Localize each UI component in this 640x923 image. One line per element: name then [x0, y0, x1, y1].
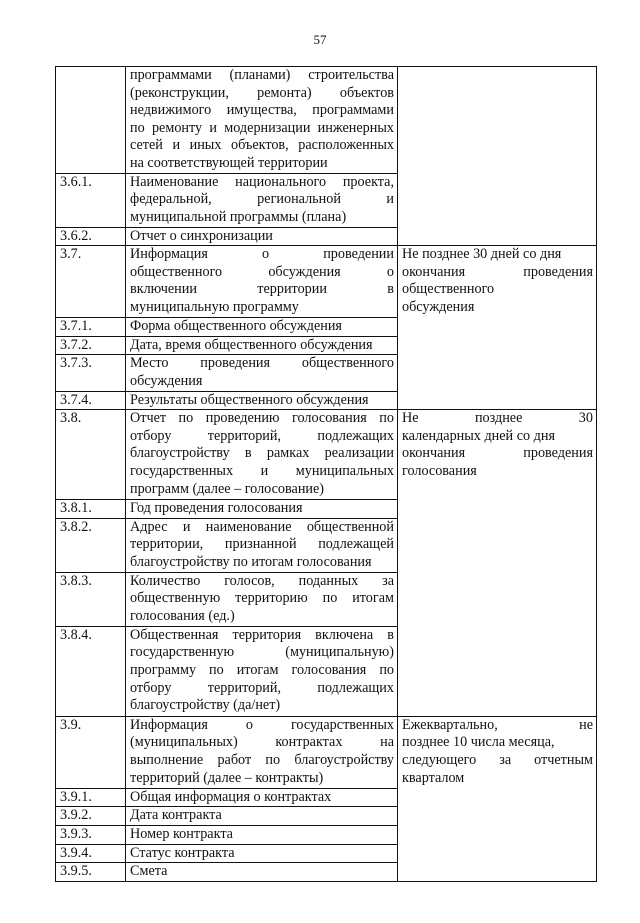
deadline-cell: Не позднее 30 дней со дня окончания проведения общественного обсуждения	[398, 246, 597, 410]
item-number: 3.9.3.	[56, 825, 126, 844]
item-number: 3.8.2.	[56, 518, 126, 572]
item-description: Наименование национального проекта, федеральной, региональной и муниципальной программы (плана)	[126, 173, 398, 227]
item-description: Место проведения общественного обсуждения	[126, 355, 398, 391]
item-number: 3.9.4.	[56, 844, 126, 863]
item-description: Номер контракта	[126, 825, 398, 844]
item-number: 3.6.1.	[56, 173, 126, 227]
item-description: Общая информация о контрактах	[126, 788, 398, 807]
item-number: 3.7.	[56, 246, 126, 318]
item-number: 3.9.5.	[56, 863, 126, 882]
item-description: Статус контракта	[126, 844, 398, 863]
item-description: программами (планами) строительства (реконструкции, ремонта) объектов недвижимого имущества, программами по ремонту и модернизации инженерных сетей и иных объектов, расположенных на соответствующей территории	[126, 67, 398, 174]
item-description: Дата контракта	[126, 807, 398, 826]
table-row	[56, 246, 597, 318]
item-description: Дата, время общественного обсуждения	[126, 336, 398, 355]
item-number: 3.8.3.	[56, 572, 126, 626]
report-table	[55, 66, 597, 882]
item-number: 3.7.1.	[56, 318, 126, 337]
item-description: Смета	[126, 863, 398, 882]
item-description: Год проведения голосования	[126, 500, 398, 519]
item-number: 3.7.4.	[56, 391, 126, 410]
page-number: 57	[313, 32, 327, 47]
item-number	[56, 67, 126, 174]
item-number: 3.9.1.	[56, 788, 126, 807]
table-row	[56, 716, 597, 788]
deadline-cell: Не позднее 30 календарных дней со дня окончания проведения голосования	[398, 410, 597, 717]
item-number: 3.6.2.	[56, 227, 126, 246]
item-description: Результаты общественного обсуждения	[126, 391, 398, 410]
item-number: 3.7.2.	[56, 336, 126, 355]
item-number: 3.7.3.	[56, 355, 126, 391]
deadline-cell: Ежеквартально, не позднее 10 числа месяца, следующего за отчетным кварталом	[398, 716, 597, 881]
item-number: 3.8.4.	[56, 626, 126, 716]
item-number: 3.9.2.	[56, 807, 126, 826]
item-description: Общественная территория включена в государственную (муниципальную) программу по итогам голосования по отбору территорий, подлежащих благоустройству (да/нет)	[126, 626, 398, 716]
item-description: Адрес и наименование общественной территории, признанной подлежащей благоустройству по итогам голосования	[126, 518, 398, 572]
item-description: Количество голосов, поданных за общественную территорию по итогам голосования (ед.)	[126, 572, 398, 626]
table-row	[56, 410, 597, 500]
item-description: Форма общественного обсуждения	[126, 318, 398, 337]
item-number: 3.9.	[56, 716, 126, 788]
item-number: 3.8.	[56, 410, 126, 500]
item-description: Информация о государственных (муниципальных) контрактах на выполнение работ по благоустройству территорий (далее – контракты)	[126, 716, 398, 788]
item-description: Отчет о синхронизации	[126, 227, 398, 246]
item-description: Информация о проведении общественного обсуждения о включении территории в муниципальную программу	[126, 246, 398, 318]
table-row	[56, 67, 597, 174]
deadline-cell-empty	[398, 67, 597, 246]
item-description: Отчет по проведению голосования по отбору территорий, подлежащих благоустройству в рамках реализации государственных и муниципальных программ (далее – голосование)	[126, 410, 398, 500]
item-number: 3.8.1.	[56, 500, 126, 519]
